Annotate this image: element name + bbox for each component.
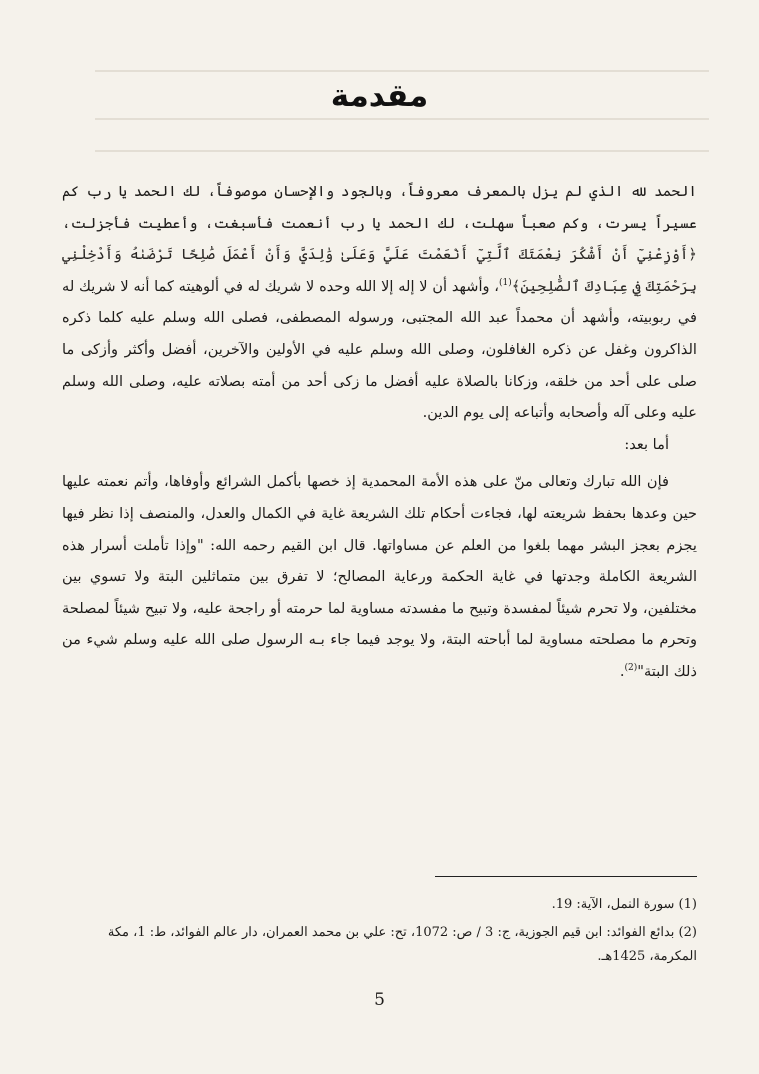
footnote-ref-2: (2) [624, 663, 638, 674]
footnote-ref-1: (1) [499, 277, 512, 288]
second-paragraph [62, 466, 697, 687]
page-number: 5 [374, 990, 385, 1010]
footnote-divider [435, 876, 697, 877]
footnote-1: (1) سورة النمل، الآية: 19. [551, 897, 697, 912]
bleed-through-line [95, 118, 709, 120]
second-paragraph-text: فإن الله تبارك وتعالى منّ على هذه الأمة المحمدية إذ خصها بأكمل الشرائع وأوفاها، وأتم نعمته عليها حين وعدها بحفظ شريعته لها، فجاءت أحكام تلك الشريعة غاية في الكمال والعدل، والمنصف إذا نظر فيها يجزم بعجز البشر مهما بلغوا من العلم عن مساواتها. قال ابن القيم رحمه الله: "وإذا تأملت أسرار هذه الشريعة الكاملة وجدتها في غاية الحكمة ورعاية المصالح؛ لا تفرق بين متماثلين البتة ولا تسوي بين مختلفين، ولا تحرم شيئاً لمفسدة وتبيح ما مفسدته مساوية لما حرمته أو راجحة عليه، ولا تبيح شيئاً لمصلحة وتحرم ما مصلحته مساوية لما أباحته البتة، ولا يوجد فيما جاء بـه الرسول صلى الله عليه وسلم شيء من ذلك البتة" [62, 473, 697, 680]
second-paragraph-end: . [619, 662, 625, 680]
opening-paragraph [62, 176, 697, 429]
footnotes [62, 893, 697, 973]
main-text [62, 176, 697, 688]
amma-baad: أما بعد: [624, 435, 669, 453]
bleed-through-line [95, 70, 709, 72]
footnote-2: (2) بدائع الفوائد: ابن قيم الجوزية، ج: 3 / ص: 1072، تح: علي بن محمد العمران، دار عالم الفوائد، ط: 1، مكة المكرمة، 1425هـ. [107, 925, 697, 964]
quran-verse: ﴿أَوْزِعْنِيٓ أَنْ أَشْكُرَ نِعْمَتَكَ ٱلَّتِيٓ أَنْعَمْتَ عَلَيَّ وَعَلَىٰ وَٰلِدَيَّ وَأَنْ أَعْمَلَ صَٰلِحًا تَرْضَىٰهُ وَأَدْخِلْنِي بِرَحْمَتِكَ فِي عِبَادِكَ ٱلصَّٰلِحِينَ﴾ [62, 246, 698, 295]
page-title: مقدمة [330, 78, 429, 114]
opening-text: الحمد لله الذي لم يزل بالمعرف معروفاً، وبالجود والإحسان موصوفاً، لك الحمد يا رب كم عسيراً يسرت، وكم صعباً سهلت، لك الحمد يا رب أنعمت فأسبغت، وأعطيت فأجزلت، [62, 183, 697, 232]
opening-text-continued: ، وأشهد أن لا إله إلا الله وحده لا شريك له في ألوهيته كما أنه لا شريك له في ربوبيته، وأشهد أن محمداً عبد الله المجتبى، ورسوله المصطفى، فصلى الله وسلم عليه كلما ذكره الذاكرون وغفل عن ذكره الغافلون، وصلى الله وسلم عليه في الأولين والآخرين، أفضل وأكثر وأزكى ما صلى على أحد من خلقه، وزكانا بالصلاة عليه أفضل ما زكى أحد من أمته بصلاته عليه، وصلى الله وسلم عليه وعلى آله وأصحابه وأتباعه إلى يوم الدين. [62, 277, 697, 422]
bleed-through-line [95, 150, 709, 152]
